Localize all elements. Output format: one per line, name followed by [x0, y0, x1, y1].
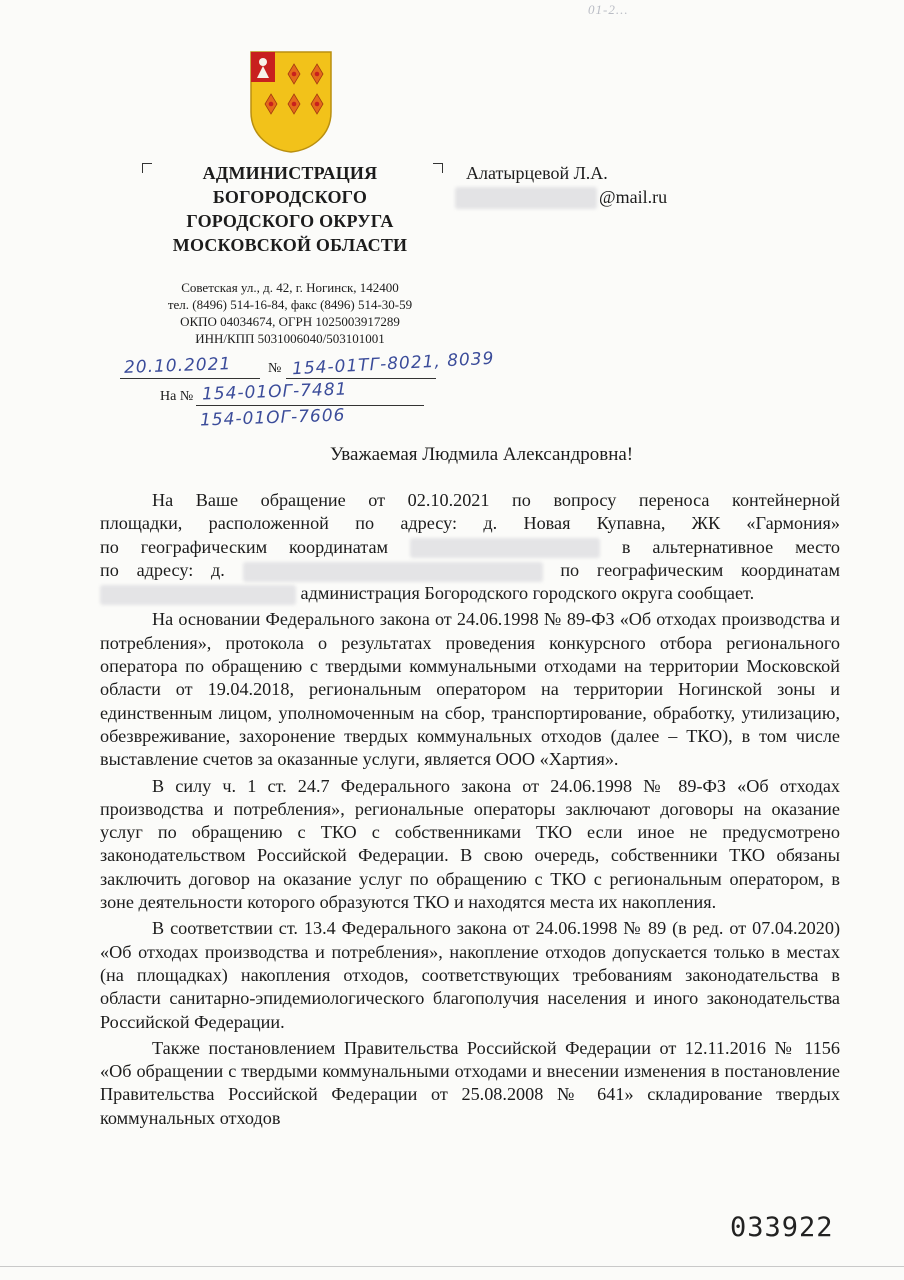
salutation: Уважаемая Людмила Александровна!: [330, 444, 634, 465]
body-fragment: в альтернативное место: [621, 536, 840, 557]
body-fragment: по адресу: д.: [100, 559, 225, 580]
body-fragment: администрация Богородского городского округа сообщает.: [300, 583, 755, 604]
redacted-coordinates: [100, 585, 296, 605]
org-line: МОСКОВСКОЙ ОБЛАСТИ: [172, 235, 408, 255]
org-okpo: ОКПО 04034674, ОГРН 1025003917289: [180, 314, 400, 329]
in-reply-label: На №: [160, 389, 194, 404]
handwritten-reply-number-2: 154-01ОГ-7606: [199, 405, 346, 431]
org-line: БОГОРОДСКОГО: [212, 187, 368, 207]
paragraph-regional-operator: На основании Федерального закона от 24.06.1998 № 89-ФЗ «Об отходах производства и потребления», протокола о результатах проведения конкурсного отбора регионального оператора по обращению с твердыми коммунальными отходами на территории Московской области от 19.04.2018, региональным оператором на территории Ногинской зоны и единственным лицом, уполномоченным на сбор, транспортирование, обработку, утилизацию, обезвреживание, захоронение твердых коммунальных отходов (далее – ТКО), в том числе выставление счетов за оказанные услуги, является ООО «Хартия».: [100, 609, 840, 770]
coat-of-arms-icon: [249, 50, 333, 154]
body-line: [100, 559, 840, 582]
number-label: №: [268, 361, 282, 376]
organization-details: [140, 279, 440, 347]
org-address: Советская ул., д. 42, г. Ногинск, 142400: [181, 280, 399, 295]
recipient-email-suffix: @mail.ru: [599, 187, 668, 207]
letter-body: [100, 489, 840, 1133]
handwritten-outgoing-number: 154-01ТГ-8021, 8039: [291, 348, 495, 380]
redacted-coordinates: [410, 538, 600, 558]
body-line: [100, 582, 840, 605]
redacted-email: [455, 187, 597, 209]
paragraph-accumulation: В соответствии ст. 13.4 Федерального закона от 24.06.1998 № 89 (в ред. от 07.04.2020) «Об отходах производства и потребления», накопление отходов допускается только в местах (на площадках) накопления отходов, соответствующих требованиям законодательства в области санитарно-эпидемиологического благополучия населения и иного законодательства Российской Федерации.: [100, 918, 840, 1032]
body-fragment: по географическим координатам: [100, 536, 389, 557]
paragraph-contracts: В силу ч. 1 ст. 24.7 Федерального закона от 24.06.1998 № 89-ФЗ «Об отходах производства и потребления», региональные операторы заключают договоры на оказание услуг по обращению с ТКО с собственниками ТКО если иное не предусмотрено законодательством Российской Федерации. В свою очередь, собственники ТКО обязаны заключить договор на оказание услуг по обращению с ТКО с региональным оператором, в зоне деятельности которого образуются ТКО и находятся места их накопления.: [100, 775, 840, 913]
address-bracket-right: [433, 163, 443, 173]
org-line: ГОРОДСКОГО ОКРУГА: [186, 211, 394, 231]
org-phone: тел. (8496) 514-16-84, факс (8496) 514-30-59: [167, 297, 413, 312]
handwritten-date: 20.10.2021: [123, 354, 232, 378]
document-stamp-number: 033922: [730, 1212, 834, 1243]
corner-pencil-mark: 01-2...: [588, 2, 629, 17]
recipient-name: Алатырцевой Л.А.: [466, 163, 608, 183]
organization-name: [150, 161, 430, 257]
redacted-address: [243, 562, 543, 582]
body-line: [100, 536, 840, 559]
paragraph-government-decree: Также постановлением Правительства Российской Федерации от 12.11.2016 № 1156 «Об обращении с твердыми коммунальными отходами и внесении изменения в постановление Правительства Российской Федерации от 25.08.2008 № 641» складирование твердых коммунальных отходов: [100, 1037, 840, 1128]
body-line: площадки, расположенной по адресу: д. Новая Купавна, ЖК «Гармония»: [100, 513, 840, 534]
org-inn: ИНН/КПП 5031006040/503101001: [195, 331, 385, 346]
org-line: АДМИНИСТРАЦИЯ: [202, 163, 378, 183]
date-line: [120, 378, 260, 379]
page-bottom-edge: [0, 1266, 904, 1267]
paragraph-request: [100, 489, 840, 605]
handwritten-reply-number-1: 154-01ОГ-7481: [201, 379, 348, 405]
body-line: На Ваше обращение от 02.10.2021 по вопросу переноса контейнерной: [152, 490, 840, 510]
body-fragment: по географическим координатам: [560, 559, 841, 580]
